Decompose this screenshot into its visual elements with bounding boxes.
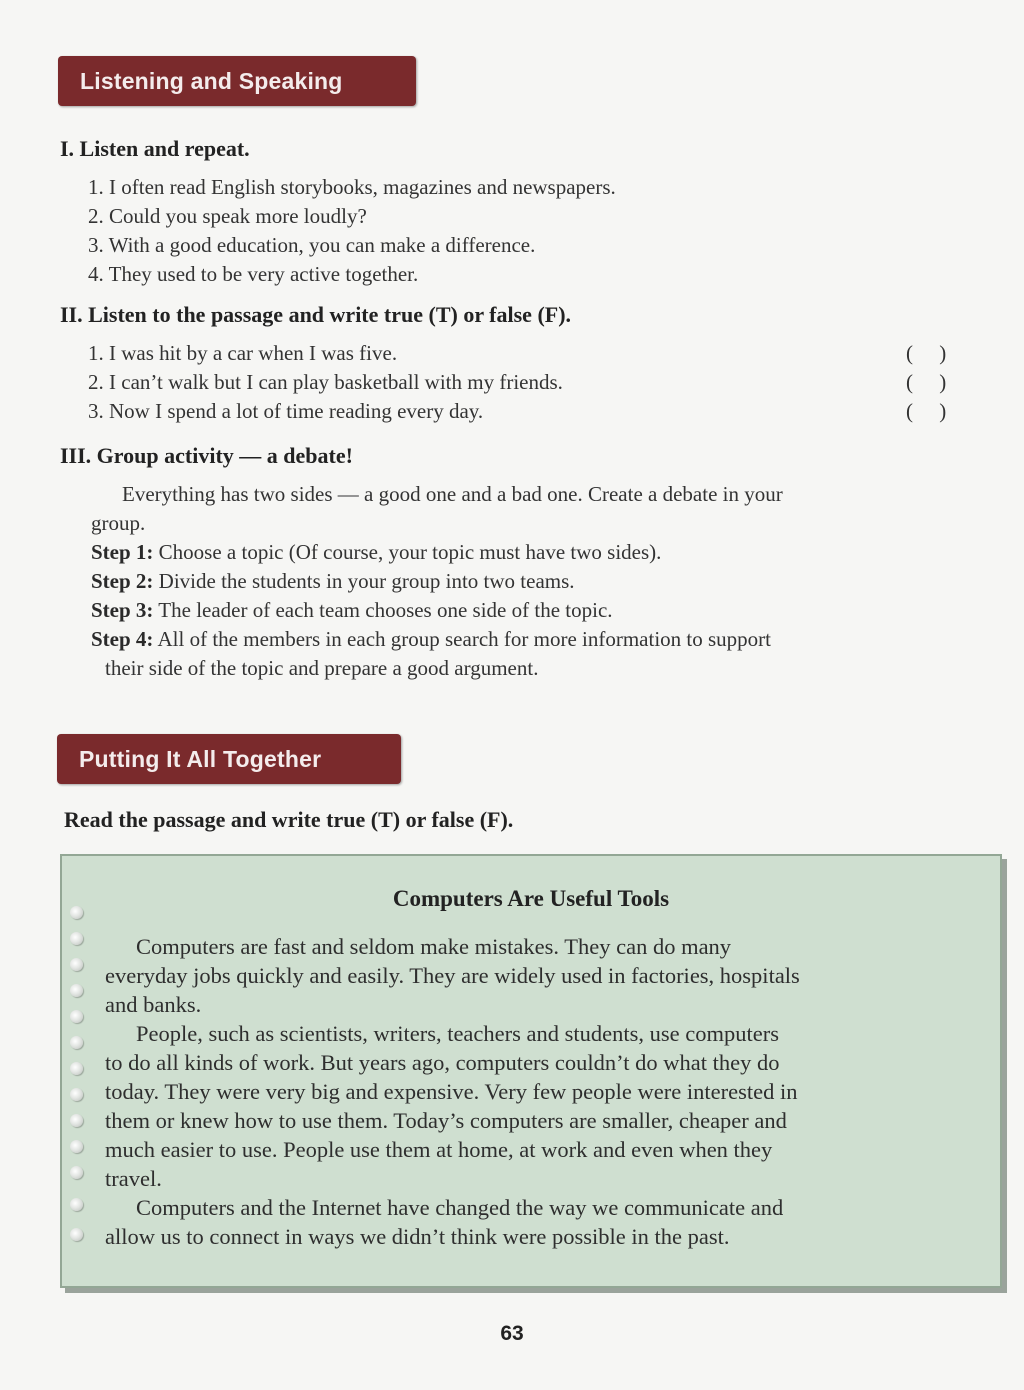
part2-heading: II. Listen to the passage and write true (T) or false (F).: [60, 302, 572, 327]
passage-box: [60, 854, 1002, 1288]
part1-item: 4. They used to be very active together.: [88, 262, 419, 286]
binder-ring-icon: [70, 1140, 83, 1153]
step-label: Step 3:: [91, 598, 154, 622]
passage-line: and banks.: [105, 992, 202, 1017]
binder-ring-icon: [70, 1036, 83, 1049]
page-number: 63: [500, 1322, 524, 1345]
part1-item: 1. I often read English storybooks, magazines and newspapers.: [88, 175, 616, 199]
step-label: Step 1:: [91, 540, 154, 564]
part2-item: 3. Now I spend a lot of time reading every day.: [88, 399, 484, 423]
binder-ring-icon: [70, 1088, 83, 1101]
part3-heading: III. Group activity — a debate!: [60, 443, 353, 468]
step-text: All of the members in each group search for more information to support: [153, 627, 772, 651]
binder-ring-icon: [70, 1010, 83, 1023]
step-label: Step 2:: [91, 569, 154, 593]
binder-ring-icon: [70, 932, 83, 945]
binder-ring-icon: [70, 1228, 83, 1241]
part1-heading: I. Listen and repeat.: [60, 136, 250, 161]
part1-item: 2. Could you speak more loudly?: [88, 204, 367, 228]
binder-ring-icon: [70, 1114, 83, 1127]
answer-blank[interactable]: ( ): [906, 370, 947, 394]
passage-line: them or knew how to use them. Today’s computers are smaller, cheaper and: [105, 1108, 787, 1133]
passage-line: People, such as scientists, writers, teachers and students, use computers: [136, 1021, 779, 1046]
passage-line: much easier to use. People use them at home, at work and even when they: [105, 1137, 773, 1162]
passage-title: Computers Are Useful Tools: [392, 886, 670, 911]
section-banner-listening-speaking: Listening and Speaking: [58, 56, 416, 106]
part2-item: 1. I was hit by a car when I was five.: [88, 341, 398, 365]
step-4: [91, 627, 771, 652]
step-text: Choose a topic (Of course, your topic must have two sides).: [153, 540, 662, 564]
passage-line: allow us to connect in ways we didn’t think were possible in the past.: [105, 1224, 730, 1249]
section-banner-putting-it-all-together: Putting It All Together: [57, 734, 401, 784]
part2-item: 2. I can’t walk but I can play basketball with my friends.: [88, 370, 563, 394]
part3-intro-cont: group.: [91, 511, 146, 535]
passage-line: everyday jobs quickly and easily. They are widely used in factories, hospitals: [105, 963, 800, 988]
passage-line: to do all kinds of work. But years ago, computers couldn’t do what they do: [105, 1050, 780, 1075]
step-3: [91, 598, 613, 623]
reading-instruction: Read the passage and write true (T) or false (F).: [64, 807, 514, 832]
part1-item: 3. With a good education, you can make a difference.: [88, 233, 536, 257]
part3-intro: Everything has two sides — a good one and a bad one. Create a debate in your: [122, 482, 783, 506]
binder-ring-icon: [70, 1166, 83, 1179]
binder-ring-icon: [70, 1198, 83, 1211]
passage-line: Computers are fast and seldom make mistakes. They can do many: [136, 934, 732, 959]
passage-line: Computers and the Internet have changed the way we communicate and: [136, 1195, 784, 1220]
answer-blank[interactable]: ( ): [906, 399, 947, 423]
binder-ring-icon: [70, 1062, 83, 1075]
step-label: Step 4:: [91, 627, 154, 651]
answer-blank[interactable]: ( ): [906, 341, 947, 365]
step-text: The leader of each team chooses one side of the topic.: [153, 598, 613, 622]
passage-line: today. They were very big and expensive. Very few people were interested in: [105, 1079, 798, 1104]
step-4-cont: their side of the topic and prepare a good argument.: [105, 656, 539, 680]
binder-ring-icon: [70, 958, 83, 971]
passage-line: travel.: [105, 1166, 162, 1191]
step-text: Divide the students in your group into two teams.: [153, 569, 575, 593]
step-1: [91, 540, 661, 565]
binder-ring-icon: [70, 984, 83, 997]
step-2: [91, 569, 575, 594]
